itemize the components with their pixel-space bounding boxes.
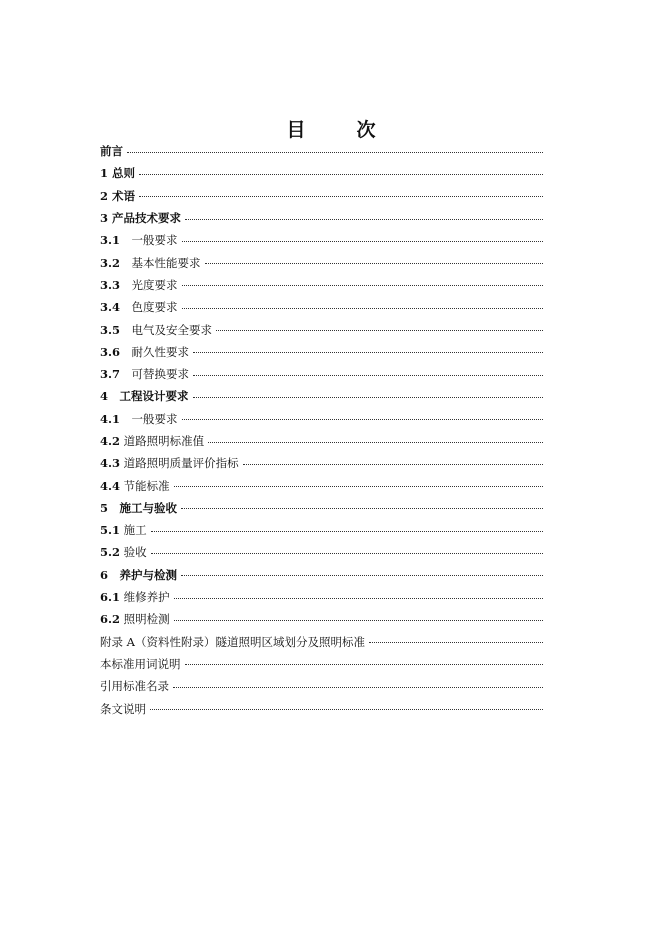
toc-entry-text: 维修养护 [120, 590, 170, 605]
toc-entry[interactable] [100, 586, 543, 608]
toc-leader-dots [185, 219, 543, 220]
toc-entry[interactable] [100, 697, 543, 719]
toc-leader-dots [182, 241, 543, 242]
toc-entry-text: 引用标准名录 [100, 679, 169, 694]
toc-leader-dots [174, 598, 543, 599]
toc-entry-label [100, 256, 205, 270]
toc-entry-text: 4 工程设计要求 [100, 389, 189, 404]
toc-entry-text: 耐久性要求 [120, 344, 190, 359]
toc-entry-number: 4.4 [100, 478, 121, 493]
toc-entry-label [100, 568, 181, 582]
toc-entry-text: 光度要求 [120, 277, 178, 292]
toc-entry-label [100, 367, 193, 381]
toc-leader-dots [369, 642, 543, 643]
toc-leader-dots [193, 352, 543, 353]
toc-entry[interactable] [100, 162, 543, 184]
toc-entry-label [100, 211, 185, 225]
toc-entry-text: 一般要求 [120, 233, 178, 248]
toc-entry-text: 节能标准 [120, 478, 170, 493]
toc-entry[interactable] [100, 296, 543, 318]
toc-leader-dots [182, 419, 543, 420]
toc-leader-dots [181, 508, 543, 509]
page-title: 目 次 [286, 119, 392, 141]
toc-entry-label [100, 545, 151, 559]
toc-entry-label [100, 523, 151, 537]
toc-entry-label [100, 144, 127, 158]
toc-entry-label [100, 590, 174, 604]
toc-entry-number: 3.2 [100, 255, 121, 270]
toc-entry[interactable] [100, 430, 543, 452]
toc-entry[interactable] [100, 229, 543, 251]
toc-entry-label [100, 635, 369, 649]
toc-entry-text: 电气及安全要求 [120, 322, 213, 337]
toc-entry[interactable] [100, 541, 543, 563]
toc-leader-dots [205, 263, 543, 264]
toc-leader-dots [193, 397, 543, 398]
toc-entry-text: 可替换要求 [120, 367, 190, 382]
toc-entry-text: 1 总则 [100, 166, 136, 181]
toc-entry-number: 4.2 [100, 434, 121, 448]
table-of-contents [100, 140, 543, 720]
toc-leader-dots [173, 687, 543, 688]
toc-entry[interactable] [100, 653, 543, 675]
toc-entry-number: 3.3 [100, 277, 121, 292]
toc-entry[interactable] [100, 474, 543, 496]
toc-entry-label [100, 189, 139, 203]
toc-entry[interactable] [100, 564, 543, 586]
toc-entry[interactable] [100, 363, 543, 385]
toc-entry[interactable] [100, 318, 543, 340]
toc-entry[interactable] [100, 497, 543, 519]
toc-entry-number: 3.6 [100, 344, 121, 359]
toc-entry[interactable] [100, 207, 543, 229]
toc-entry-label [100, 412, 182, 426]
toc-leader-dots [193, 375, 543, 376]
toc-entry-label [100, 501, 181, 515]
toc-entry[interactable] [100, 185, 543, 207]
toc-entry[interactable] [100, 251, 543, 273]
toc-entry-number: 5.1 [100, 523, 121, 538]
toc-entry-number: 4.1 [100, 411, 121, 426]
toc-entry[interactable] [100, 631, 543, 653]
toc-leader-dots [181, 575, 543, 576]
toc-leader-dots [139, 196, 543, 197]
toc-entry-text: 一般要求 [120, 411, 178, 426]
toc-entry-label [100, 345, 193, 359]
toc-entry-text: 验收 [120, 545, 147, 560]
toc-entry[interactable] [100, 519, 543, 541]
toc-entry-number: 3.1 [100, 233, 121, 248]
toc-entry-number: 6.2 [100, 612, 121, 627]
toc-leader-dots [150, 709, 543, 710]
toc-entry-number: 3.5 [100, 322, 121, 337]
toc-entry[interactable] [100, 452, 543, 474]
toc-leader-dots [151, 553, 543, 554]
toc-entry-text: 3 产品技术要求 [100, 211, 182, 226]
toc-entry-label [100, 323, 216, 337]
toc-entry-text: 施工 [120, 523, 147, 538]
toc-leader-dots [151, 531, 543, 532]
toc-entry-text: 照明检测 [120, 612, 170, 627]
toc-entry-text: 5 施工与验收 [100, 500, 178, 515]
toc-entry[interactable] [100, 274, 543, 296]
toc-entry-label [100, 233, 182, 247]
toc-entry-text: 本标准用词说明 [100, 656, 181, 671]
toc-entry[interactable] [100, 140, 543, 162]
toc-leader-dots [208, 442, 543, 443]
toc-entry[interactable] [100, 675, 543, 697]
toc-entry-label [100, 434, 208, 448]
toc-leader-dots [185, 664, 544, 665]
toc-entry-label [100, 702, 150, 716]
toc-leader-dots [174, 620, 543, 621]
toc-entry-text: 附录 A（资料性附录）隧道照明区域划分及照明标准 [100, 634, 365, 649]
toc-entry-label [100, 612, 174, 626]
toc-entry-text: 2 术语 [100, 188, 136, 203]
toc-leader-dots [182, 285, 543, 286]
toc-entry-label [100, 679, 173, 693]
toc-entry-number: 3.4 [100, 300, 121, 315]
toc-leader-dots [139, 174, 543, 175]
toc-entry-label [100, 657, 185, 671]
toc-entry-text: 道路照明质量评价指标 [120, 456, 239, 471]
toc-leader-dots [174, 486, 543, 487]
toc-entry[interactable] [100, 408, 543, 430]
toc-entry-text: 色度要求 [120, 300, 178, 315]
toc-entry-number: 4.3 [100, 456, 121, 471]
toc-entry-text: 基本性能要求 [120, 255, 201, 270]
toc-entry[interactable] [100, 341, 543, 363]
toc-entry-text: 前言 [100, 144, 123, 159]
toc-entry-label [100, 389, 193, 403]
toc-leader-dots [127, 152, 543, 153]
toc-leader-dots [216, 330, 543, 331]
toc-entry[interactable] [100, 608, 543, 630]
toc-entry-label [100, 166, 139, 180]
toc-entry-label [100, 300, 182, 314]
toc-entry[interactable] [100, 385, 543, 407]
toc-leader-dots [182, 308, 543, 309]
toc-entry-number: 5.2 [100, 545, 121, 560]
toc-entry-text: 条文说明 [100, 701, 146, 716]
toc-entry-number: 6.1 [100, 590, 121, 605]
toc-leader-dots [243, 464, 543, 465]
toc-entry-label [100, 278, 182, 292]
toc-entry-number: 3.7 [100, 367, 121, 382]
toc-entry-text: 道路照明标准值 [120, 434, 205, 448]
toc-entry-text: 6 养护与检测 [100, 567, 178, 582]
toc-entry-label [100, 456, 243, 470]
toc-entry-label [100, 479, 174, 493]
